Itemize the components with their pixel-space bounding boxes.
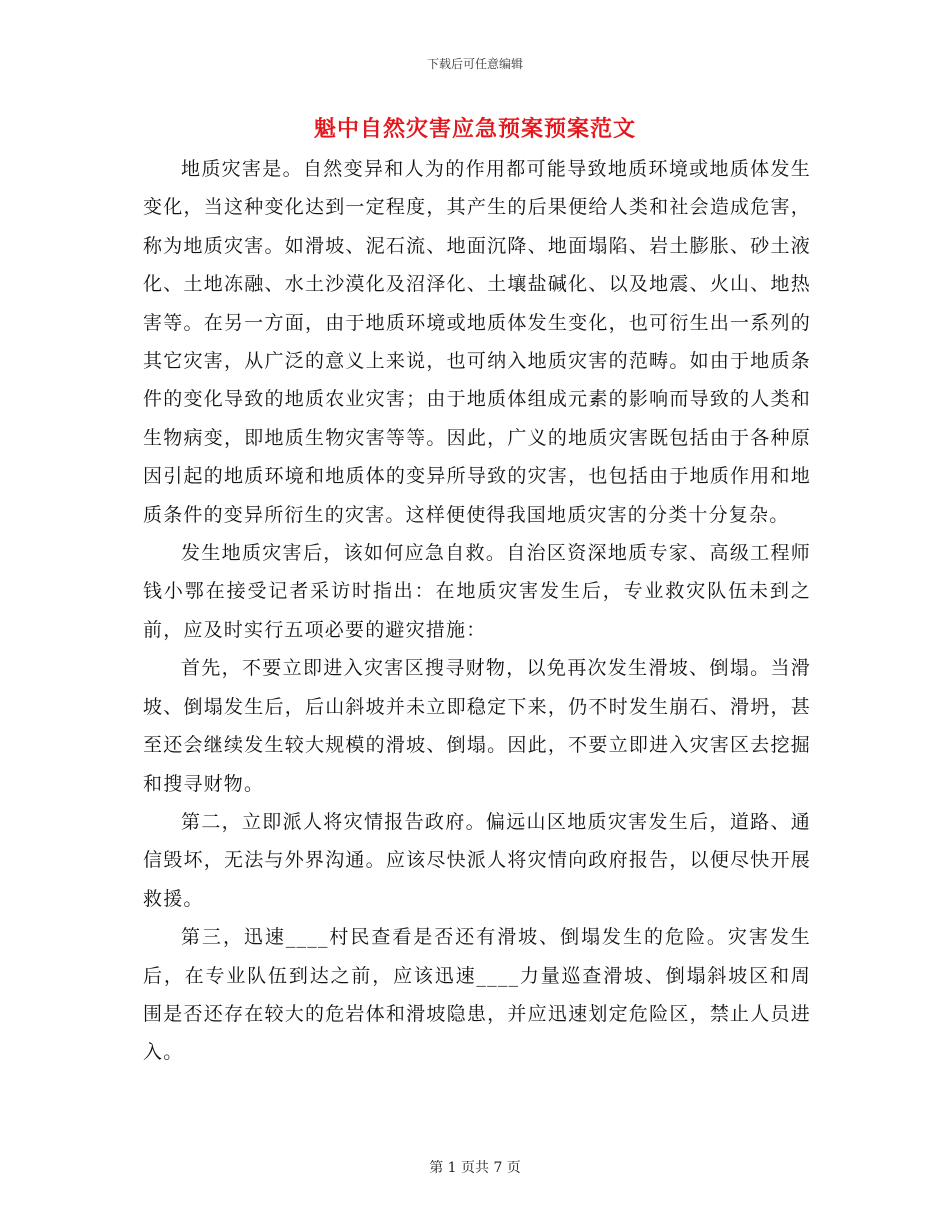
paragraph: 第三，迅速____村民查看是否还有滑坡、倒塌发生的危险。灾害发生后，在专业队伍到达之前，应该迅速____力量巡查滑坡、倒塌斜坡区和周围是否还存在较大的危岩体和滑坡隐患，并应迅速划定危险区，禁止人员进入。 — [143, 926, 811, 1064]
document-body — [143, 150, 811, 1072]
paragraph: 首先，不要立即进入灾害区搜寻财物，以免再次发生滑坡、倒塌。当滑坡、倒塌发生后，后山斜坡并未立即稳定下来，仍不时发生崩石、滑坍，甚至还会继续发生较大规模的滑坡、倒塌。因此，不要立即进入灾害区去挖掘和搜寻财物。 — [143, 657, 811, 795]
paragraph: 发生地质灾害后，该如何应急自救。自治区资深地质专家、高级工程师钱小鄂在接受记者采访时指出：在地质灾害发生后，专业救灾队伍未到之前，应及时实行五项必要的避灾措施： — [143, 542, 811, 641]
paragraph: 地质灾害是。自然变异和人为的作用都可能导致地质环境或地质体发生变化，当这种变化达到一定程度，其产生的后果便给人类和社会造成危害，称为地质灾害。如滑坡、泥石流、地面沉降、地面塌陷、岩土膨胀、砂土液化、土地冻融、水土沙漠化及沼泽化、土壤盐碱化、以及地震、火山、地热害等。在另一方面，由于地质环境或地质体发生变化，也可衍生出一系列的其它灾害，从广泛的意义上来说，也可纳入地质灾害的范畴。如由于地质条件的变化导致的地质农业灾害；由于地质体组成元素的影响而导致的人类和生物病变，即地质生物灾害等等。因此，广义的地质灾害既包括由于各种原因引起的地质环境和地质体的变异所导致的灾害，也包括由于地质作用和地质条件的变异所衍生的灾害。这样便使得我国地质灾害的分类十分复杂。 — [143, 158, 811, 526]
document-title: 魁中自然灾害应急预案预案范文 — [313, 116, 636, 142]
page-number: 第 1 页共 7 页 — [429, 1160, 521, 1176]
header-note: 下载后可任意编辑 — [426, 57, 523, 71]
paragraph: 第二，立即派人将灾情报告政府。偏远山区地质灾害发生后，道路、通信毁坏，无法与外界沟通。应该尽快派人将灾情向政府报告，以便尽快开展救援。 — [143, 810, 811, 910]
